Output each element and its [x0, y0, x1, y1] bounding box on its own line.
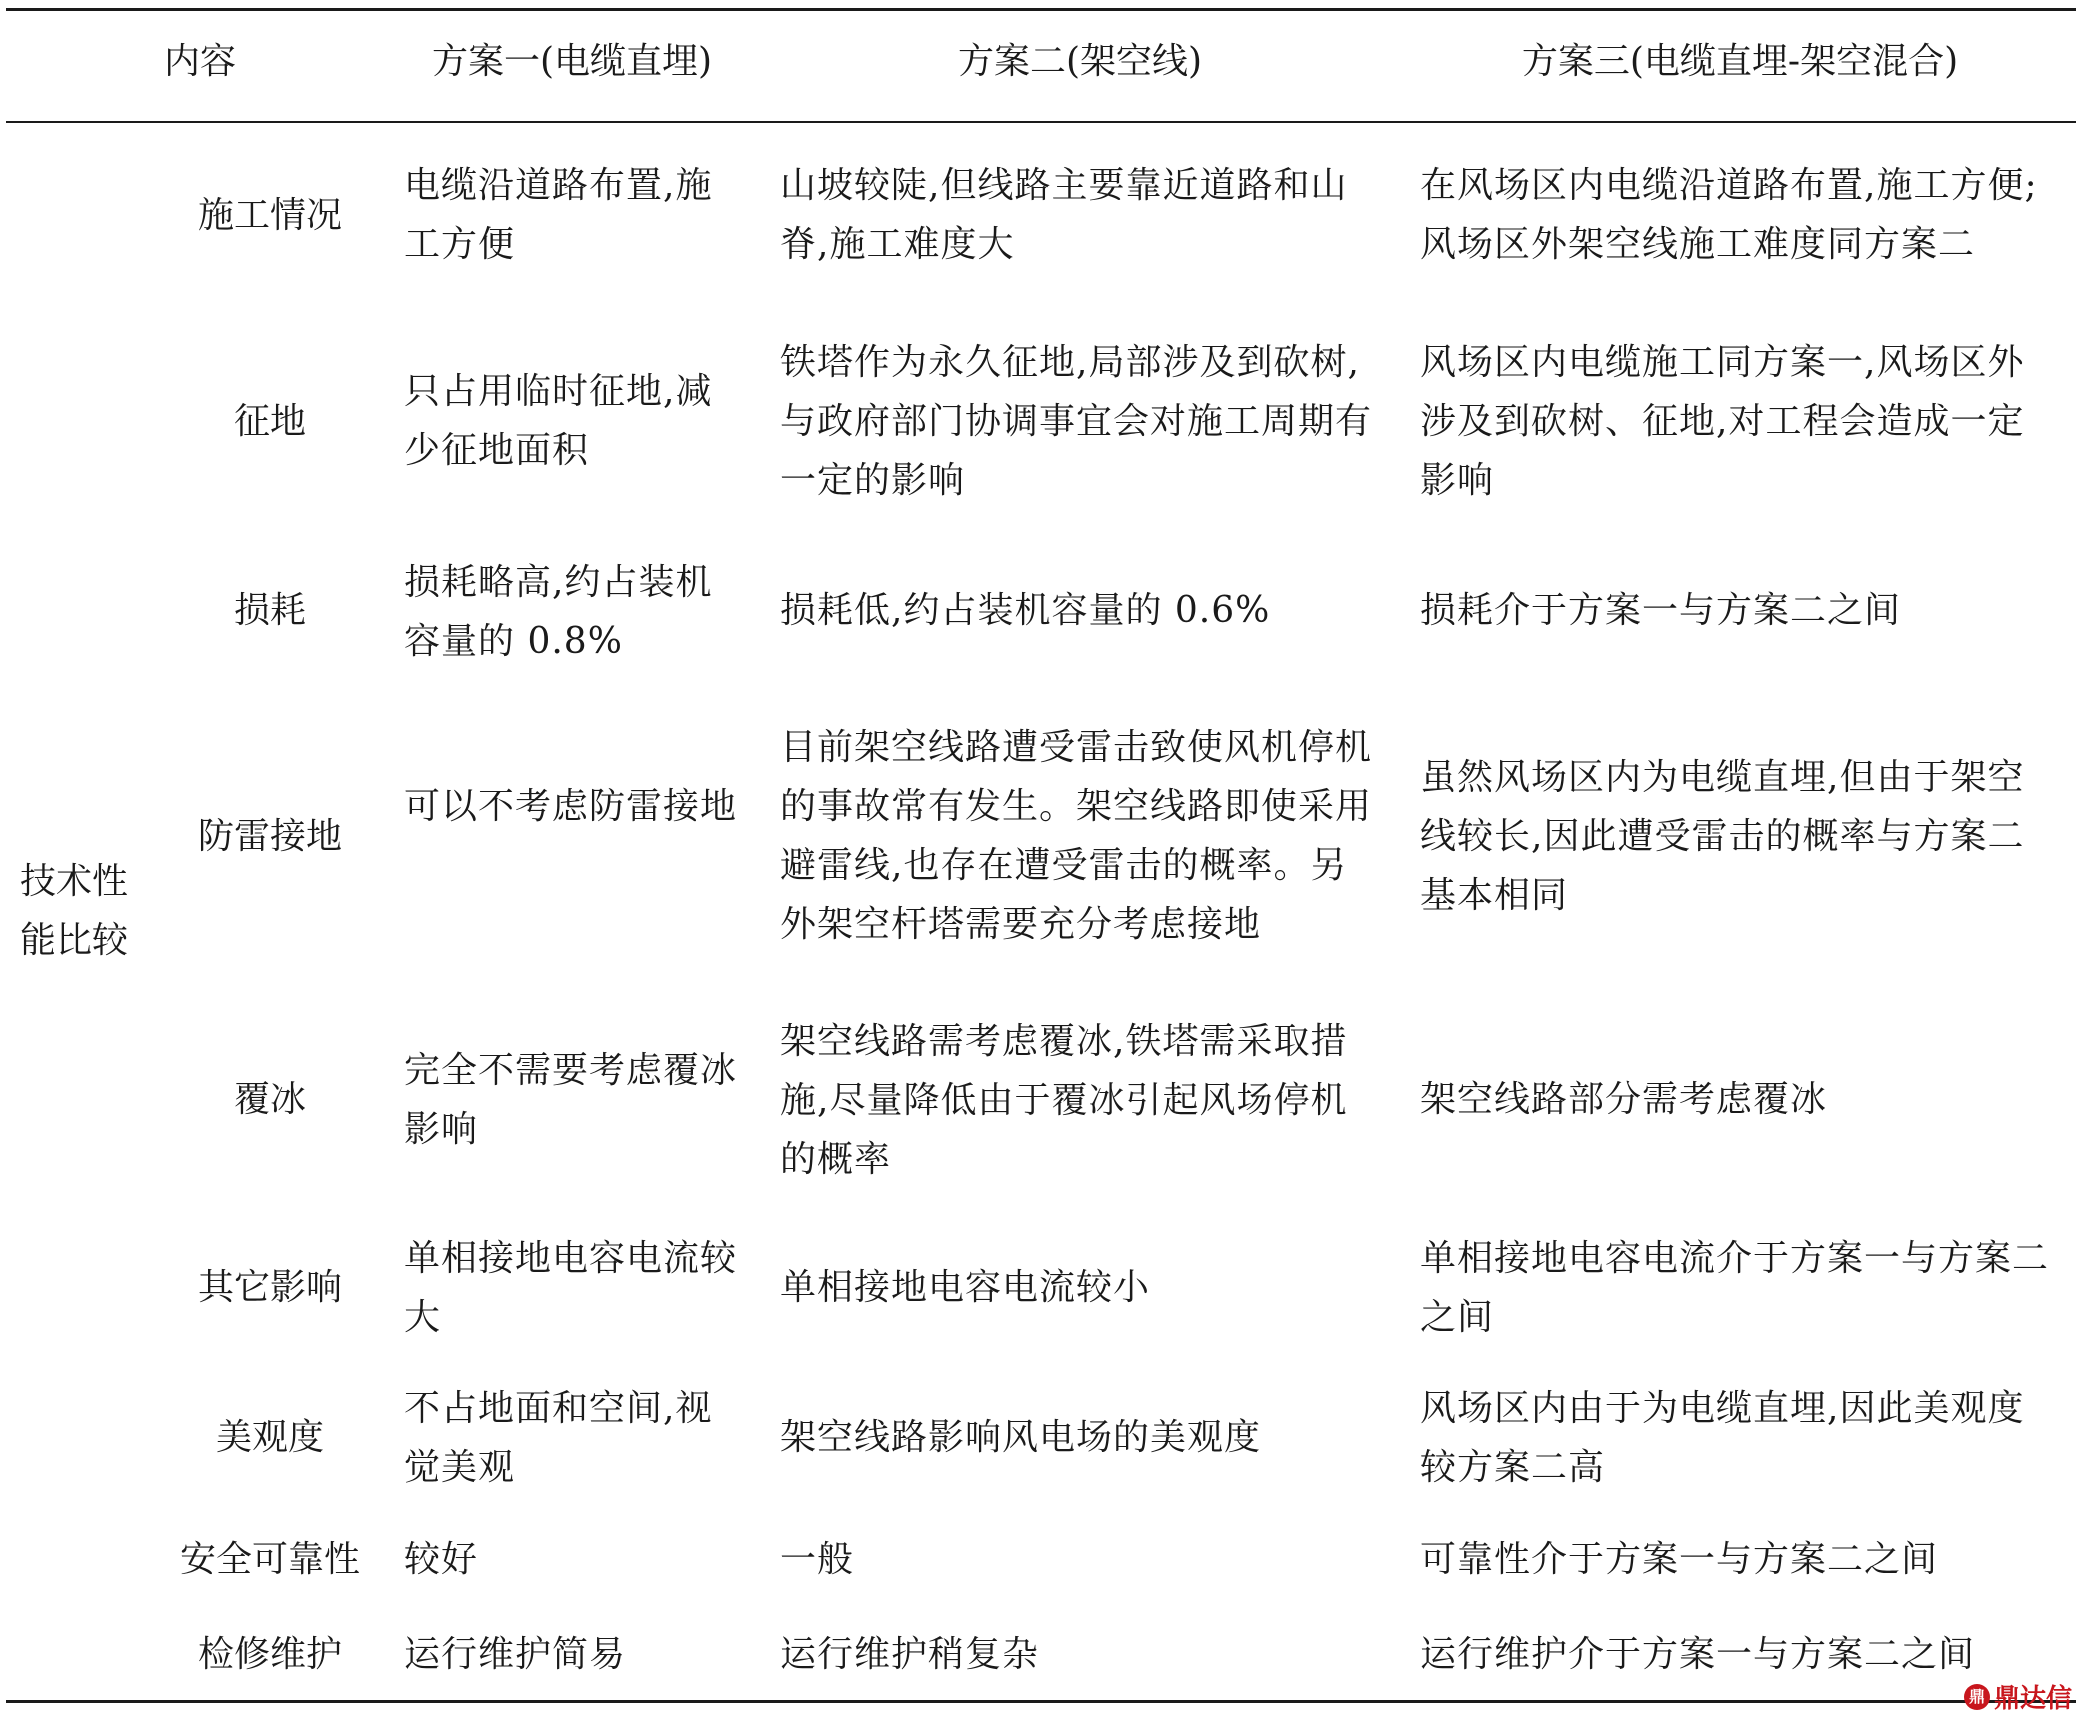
cell-other-plan3: 单相接地电容电流介于方案一与方案二之间 [1420, 1238, 2050, 1338]
table-bottom-rule [6, 1700, 2076, 1703]
cell-other-plan1: 单相接地电容电流较大 [404, 1238, 738, 1338]
cell-maintenance-plan1: 运行维护简易 [404, 1634, 627, 1675]
cell-reliability-plan2: 一般 [780, 1539, 855, 1580]
cell-reliability-plan1: 较好 [404, 1539, 479, 1580]
cell-aesthetics-plan3: 风场区内由于为电缆直埋,因此美观度较方案二高 [1420, 1388, 2025, 1488]
row-label-aesthetics: 美观度 [215, 1417, 324, 1458]
logo-text: 鼎达信 [1993, 1684, 2072, 1714]
cell-loss-plan1: 损耗略高,约占装机容量的 0.8% [404, 562, 713, 662]
cell-reliability-plan3: 可靠性介于方案一与方案二之间 [1420, 1539, 1939, 1580]
row-label-loss: 损耗 [233, 590, 306, 631]
cell-aesthetics-plan2: 架空线路影响风电场的美观度 [780, 1417, 1262, 1458]
cell-maintenance-plan2: 运行维护稍复杂 [780, 1634, 1040, 1675]
cell-lightning-plan2: 目前架空线路遭受雷击致使风机停机的事故常有发生。架空线路即使采用避雷线,也存在遭受雷击的概率。另外架空杆塔需要充分考虑接地 [780, 727, 1373, 945]
cell-construction-plan3: 在风场区内电缆沿道路布置,施工方便;风场区外架空线施工难度同方案二 [1420, 165, 2038, 265]
table-header-rule [6, 121, 2076, 123]
category-label: 技术性能比较 [20, 861, 129, 961]
cell-aesthetics-plan1: 不占地面和空间,视觉美观 [404, 1388, 713, 1488]
header-content: 内容 [163, 41, 236, 82]
cell-construction-plan2: 山坡较陡,但线路主要靠近道路和山脊,施工难度大 [780, 165, 1348, 265]
cell-icing-plan2: 架空线路需考虑覆冰,铁塔需采取措施,尽量降低由于覆冰引起风场停机的概率 [780, 1021, 1348, 1180]
cell-land-plan3: 风场区内电缆施工同方案一,风场区外涉及到砍树、征地,对工程会造成一定影响 [1420, 342, 2025, 501]
row-label-reliability: 安全可靠性 [179, 1539, 360, 1580]
cell-icing-plan3: 架空线路部分需考虑覆冰 [1420, 1079, 1828, 1120]
logo-icon: 鼎 [1964, 1684, 1990, 1710]
cell-maintenance-plan3: 运行维护介于方案一与方案二之间 [1420, 1634, 1976, 1675]
cell-lightning-plan3: 虽然风场区内为电缆直埋,但由于架空线较长,因此遭受雷击的概率与方案二基本相同 [1420, 757, 2025, 916]
watermark-logo [1964, 1678, 2072, 1715]
table-top-rule [6, 8, 2076, 11]
cell-loss-plan2: 损耗低,约占装机容量的 0.6% [780, 590, 1271, 631]
header-plan2: 方案二(架空线) [957, 41, 1203, 82]
cell-other-plan2: 单相接地电容电流较小 [780, 1267, 1151, 1308]
header-plan1: 方案一(电缆直埋) [431, 41, 713, 82]
row-label-land: 征地 [233, 401, 306, 442]
row-label-icing: 覆冰 [233, 1079, 306, 1120]
row-label-other: 其它影响 [197, 1267, 342, 1308]
row-label-maintenance: 检修维护 [197, 1634, 342, 1675]
header-plan3: 方案三(电缆直埋-架空混合) [1521, 41, 1959, 82]
cell-icing-plan1: 完全不需要考虑覆冰影响 [404, 1050, 738, 1150]
cell-land-plan2: 铁塔作为永久征地,局部涉及到砍树,与政府部门协调事宜会对施工周期有一定的影响 [780, 342, 1373, 501]
row-label-lightning: 防雷接地 [197, 816, 342, 857]
cell-land-plan1: 只占用临时征地,减少征地面积 [404, 371, 713, 471]
cell-construction-plan1: 电缆沿道路布置,施工方便 [404, 165, 713, 265]
row-label-construction: 施工情况 [197, 195, 342, 236]
cell-lightning-plan1: 可以不考虑防雷接地 [404, 786, 738, 827]
cell-loss-plan3: 损耗介于方案一与方案二之间 [1420, 590, 1902, 631]
